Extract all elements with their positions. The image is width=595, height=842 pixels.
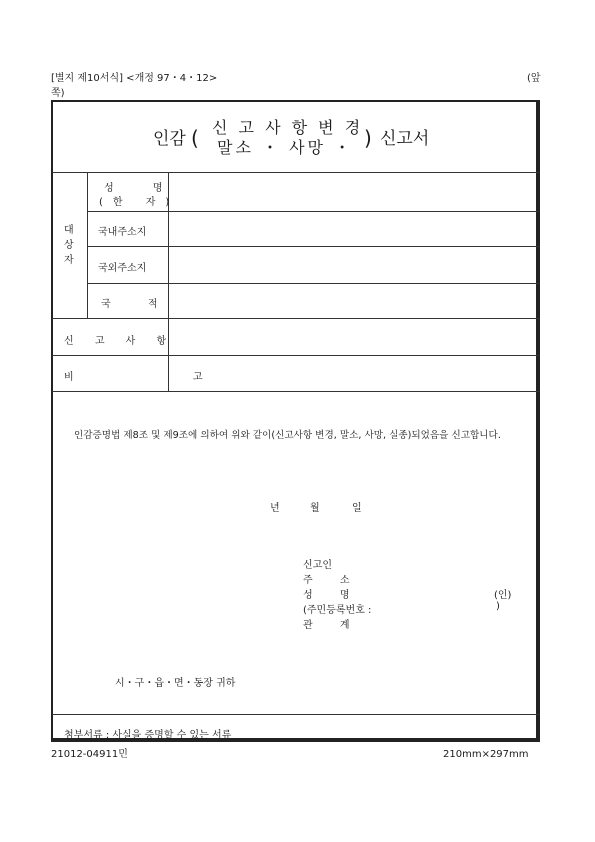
title-prefix: 인감 bbox=[153, 129, 186, 149]
page-side-marker-bottom: 쪽) bbox=[51, 88, 65, 99]
attachments-note: 첨부서류 : 사실을 증명할 수 있는 서류 bbox=[64, 730, 232, 741]
remarks-label: 비 고 bbox=[64, 372, 261, 383]
relation-label: 관 계 bbox=[303, 620, 362, 631]
nationality-label: 국 적 bbox=[101, 299, 175, 310]
title-line1: 신 고 사 항 변 경 bbox=[212, 118, 364, 137]
addressee: 시・구・읍・면・동장 귀하 bbox=[115, 678, 236, 689]
date-month-label: 월 bbox=[310, 503, 320, 514]
resident-number-label: (주민등록번호 : bbox=[303, 605, 372, 616]
name-label: 성 명 bbox=[104, 183, 181, 194]
grid-line bbox=[52, 714, 540, 715]
name-hanja-label: (한 자) bbox=[99, 197, 180, 208]
paper-size: 210mm×297mm bbox=[443, 749, 529, 760]
subject-group-label: 대 상 자 bbox=[64, 225, 74, 266]
reporter-name-label: 성 명 bbox=[303, 590, 362, 601]
nationality-field[interactable] bbox=[169, 284, 538, 318]
declaration-statement: 인감증명법 제8조 및 제9조에 의하여 위와 같이(신고사항 변경, 말소, 사망, 실종)되었음을 신고합니다. bbox=[74, 430, 501, 441]
foreign-address-field[interactable] bbox=[169, 247, 538, 283]
domestic-address-label: 국내주소지 bbox=[98, 227, 147, 238]
date-day-label: 일 bbox=[352, 503, 362, 514]
seal-mark: (인) bbox=[494, 590, 512, 601]
title-close-paren: ) bbox=[364, 126, 372, 150]
reporter-address-label: 주 소 bbox=[303, 575, 362, 586]
form-reference: [별지 제10서식] <개정 97・4・12> bbox=[51, 73, 218, 84]
form-code: 21012-04911민 bbox=[51, 749, 128, 760]
foreign-address-label: 국외주소지 bbox=[98, 263, 147, 274]
remarks-field[interactable] bbox=[169, 356, 538, 391]
reporter-label: 신고인 bbox=[303, 560, 332, 571]
report-item-label: 신 고 사 항 bbox=[64, 336, 176, 347]
grid-line bbox=[52, 391, 540, 392]
resident-number-close: ) bbox=[496, 601, 500, 612]
title-open-paren: ( bbox=[191, 126, 199, 150]
domestic-address-field[interactable] bbox=[169, 212, 538, 246]
name-field[interactable] bbox=[169, 173, 538, 211]
title-line2: 말소 ・ 사망 ・ bbox=[217, 138, 354, 157]
report-item-field[interactable] bbox=[169, 319, 538, 355]
date-year-label: 년 bbox=[270, 503, 280, 514]
page-side-marker-top: (앞 bbox=[527, 73, 541, 84]
grid-line bbox=[87, 172, 88, 318]
title-suffix: 신고서 bbox=[380, 129, 430, 149]
